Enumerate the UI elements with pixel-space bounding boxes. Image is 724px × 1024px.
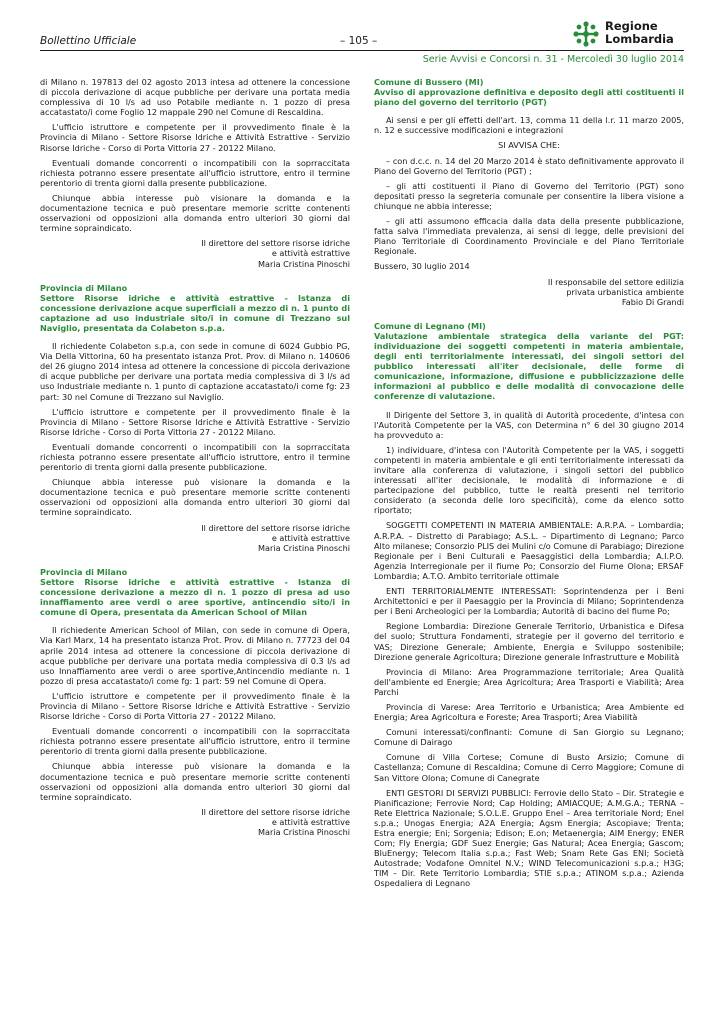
notice-label: SI AVVISA CHE: [498, 140, 560, 151]
paragraph: Chiunque abbia interesse può visionare la domanda e la documentazione tecnica e può presentare memorie scritte contenenti osservazioni od opposizioni alla domanda entro ulteriori 30 giorni dal termine sopraindicato. [40, 477, 350, 518]
section-title: Provincia di Milano [40, 566, 128, 577]
section-heading: Avviso di approvazione definitiva e deposito degli atti costituenti il piano del governo del territorio (PGT) [374, 87, 684, 108]
section-title: Comune di Bussero (MI) [374, 77, 484, 87]
section-title: Provincia di Milano [40, 282, 128, 293]
signature-name: Maria Cristina Pinoschi [257, 827, 350, 837]
signature-line: Il direttore del settore risorse idriche [201, 522, 350, 533]
paragraph: Ai sensi e per gli effetti dell'art. 13, comma 11 della l.r. 11 marzo 2005, n. 12 e successive modificazioni e integrazioni [374, 115, 684, 136]
paragraph: Regione Lombardia: Direzione Generale Territorio, Urbanistica e Difesa del suolo; Struttura Fondamenti, strategie per il governo del territorio e VAS; Direzione Generale; Ambiente, Energia e Sviluppo sostenibile; Direzione generale Agricoltura; Direzione generale Infrastrutture e Mobilità [374, 621, 684, 662]
paragraph: Chiunque abbia interesse può visionare la domanda e la documentazione tecnica e può presentare memorie scritte contenenti osservazioni od opposizioni alla domanda entro ulteriori 30 giorni dal termine sopraindicato. [40, 761, 350, 802]
left-column [40, 77, 350, 851]
paragraph: 1) individuare, d'intesa con l'Autorità Competente per la VAS, i soggetti competenti in materia ambientale e gli enti territorialmente interessati da invitare alla conferenza di valutazione, i singoli settori del pubblico interessati all'iter decisionale, le modalità di informazione e di partecipazione del pubblico, tutte le realtà presenti nel territorio considerato (a seconda delle loro specificità), come da elenco sotto riportato; [374, 444, 684, 516]
paragraph: Comuni interessati/confinanti: Comune di San Giorgio su Legnano; Comune di Dairago [374, 727, 684, 748]
paragraph: L'ufficio istruttore e competente per il provvedimento finale è la Provincia di Milano - Settore Risorse Idriche e Attività Estrattive - Servizio Risorse Idriche - Corso di Porta Vittoria 27 - 20122 Milano. [40, 406, 350, 437]
paragraph: Comune di Villa Cortese; Comune di Busto Arsizio; Comune di Castellanza; Comune di Rescaldina; Comune di Cerro Maggiore; Comune di San Vittore Olona; Comune di Canegrate [374, 752, 684, 783]
signature-name: Fabio Di Grandi [621, 296, 684, 307]
paragraph: Provincia di Milano: Area Programmazione territoriale; Area Qualità dell'ambiente ed Energie; Area Agricoltura; Area Trasporti e Viabilità; Area Parchi [374, 666, 684, 697]
paragraph: ENTI GESTORI DI SERVIZI PUBBLICI: Ferrovie dello Stato – Dir. Strategie e Pianificazione; Ferrovie Nord; Cap Holding; AMIACQUE; A.M.G.A.; TERNA – Rete Elettrica Nazionale; S.O.L.E. Gruppo Enel – Area territoriale Nord; Enel s.p.a.; Unogas Energia; A2A Energia; Agsm Energia; Ascopiave; Trenta; Estra energie; Eni; Sorgenia; Edison; E.on; Metaenergia; AIM Energy; ENER Com; Fly Energia; GDF Suez Energie; Gas Natural; Acea Energia; Gascom; BluEnergy; Telecom Italia s.p.a.; Fast Web; Snam Rete Gas ENI; Società Autostrade; Vodafone Omnitel N.V.; WIND Telecomunicazioni s.p.a.; H3G; TIM – Dir. Rete Territorio Lombardia; STIE s.p.a.; ATINOM s.p.a.; Azienda Ospedaliera di Legnano [374, 787, 684, 889]
signature-line: Il direttore del settore risorse idriche [201, 806, 350, 817]
place-date: Bussero, 30 luglio 2014 [374, 261, 470, 272]
section-heading: Valutazione ambientale strategica della variante del PGT: individuazione dei soggetti competenti in materia ambientale, degli enti territorialmente interessati, dei singoli settori del pubblico interessati all'iter decisionale, delle forme di comunicazione, informazione, diffusione e pubblicizzazione delle informazioni al pubblico e delle modalità di convocazione delle conferenze di valutazione. [374, 330, 684, 402]
signature-block [40, 523, 350, 553]
signature-line: Il direttore del settore risorse idriche [201, 238, 350, 249]
paragraph: Provincia di Varese: Area Territorio e Urbanistica; Area Ambiente ed Energia; Area Agricoltura e Foreste; Area Trasporti; Area Viabilità [374, 701, 684, 723]
paragraph: di Milano n. 197813 del 02 agosto 2013 intesa ad ottenere la concessione di piccola derivazione di acque pubbliche per derivare una portata media complessiva di 10 l/s ad uso Potabile mediante n. 1 pozzo di presa accatastato/i come Foglio 12 mappale 290 nel Comune di Rescaldina. [40, 77, 350, 118]
signature-name: Maria Cristina Pinoschi [257, 542, 350, 553]
page-header [0, 0, 724, 70]
series-line: Serie Avvisi e Concorsi n. 31 - Mercoledì 30 luglio 2014 [422, 54, 684, 65]
paragraph: – con d.c.c. n. 14 del 20 Marzo 2014 è stato definitivamente approvato il Piano del Governo del Territorio (PGT) ; [374, 155, 684, 176]
regione-lombardia-logo [572, 20, 684, 48]
paragraph: Il richiedente American School of Milan, con sede in comune di Opera, Via Karl Marx, 14 ha presentato istanza Prot. Prov. di Milano n. 77723 del 04 aprile 2014 intesa ad ottenere la concessione di piccola derivazione di acque pubbliche per derivare una portata media complessiva di 0.3 l/s ad uso Innaffiamento aree verdi o aree sportive,Antincendio mediante n. 1 pozzo di presa accatastato/i come fg: 1 part: 59 nel Comune di Opera. [40, 625, 350, 686]
paragraph: Eventuali domande concorrenti o incompatibili con la soprraccitata richiesta potranno essere presentate all'ufficio istruttore, entro il termine perentorio di trenta giorni dalla presente pubblicazione. [40, 726, 350, 757]
page-number: – 105 – [340, 35, 378, 47]
logo-line-regione: Regione [605, 19, 658, 33]
logo-line-lombardia: Lombardia [605, 32, 674, 46]
paragraph: L'ufficio istruttore e competente per il provvedimento finale è la Provincia di Milano - Settore Risorse Idriche e Attività Estrattive - Servizio Risorse Idriche - Corso di Porta Vittoria 27 - 20122 Milano. [40, 690, 350, 722]
signature-block [374, 277, 684, 307]
signature-line: e attività estrattive [271, 248, 350, 259]
signature-line: e attività estrattive [271, 532, 350, 543]
paragraph: Chiunque abbia interesse può visionare la domanda e la documentazione tecnica e può presentare memorie scritte contenenti osservazioni od opposizioni alla domanda entro ulteriori 30 giorni dal termine sopraindicato. [40, 192, 350, 234]
signature-block [40, 238, 350, 268]
signature-line: e attività estrattive [271, 816, 350, 827]
publication-name: Bollettino Ufficiale [40, 35, 137, 47]
paragraph: Eventuali domande concorrenti o incompatibili con la soprraccitata richiesta potranno essere presentate all'ufficio istruttore, entro il termine perentorio di trenta giorni dalla presente pubblicazione. [40, 157, 350, 188]
section-title: Comune di Legnano (MI) [374, 320, 486, 331]
logo-wordmark [605, 20, 674, 46]
paragraph: SOGGETTI COMPETENTI IN MATERIA AMBIENTALE: A.R.P.A. – Lombardia; A.R.P.A. – Distretto di Parabiago; A.S.L. – Dipartimento di Legnano; Parco Alto milanese; Consorzio PLIS dei Mulini c/o Comune di Parabiago; Direzione Regionale per i Beni Culturali e Paesaggistici della Lombardia; A.I.P.O. Agenzia Interregionale per il fiume Po; Consorzio del Fiume Olona; ERSAF Lombardia; A.T.O. Ambito territoriale ottimale [374, 520, 684, 581]
signature-name: Maria Cristina Pinoschi [257, 258, 350, 269]
paragraph: Eventuali domande concorrenti o incompatibili con la soprraccitata richiesta potranno essere presentate all'ufficio istruttore, entro il termine perentorio di trenta giorni dalla presente pubblicazione. [40, 441, 350, 473]
paragraph: L'ufficio istruttore e competente per il provvedimento finale è la Provincia di Milano - Settore Risorse Idriche e Attività Estrattive - Servizio Risorse Idriche - Corso di Porta Vittoria 27 - 20122 Milano. [40, 122, 350, 153]
paragraph: Il richiedente Colabeton s.p.a, con sede in comune di 6024 Gubbio PG, Via Della Vittorina, 60 ha presentato istanza Prot. Prov. di Milano n. 140606 del 26 giugno 2014 intesa ad ottenere la concessione di piccola derivazione di acque pubbliche per derivare una portata media complessiva di 3 l/s ad uso Industriale mediante n. 1 punto di captazione accatastato/i come fg: 23 part: 30 nel Comune di Trezzano sul Naviglio. [40, 341, 350, 402]
section-heading: Settore Risorse idriche e attività estrattive - Istanza di concessione derivazione a mezzo di n. 1 pozzo di presa ad uso innaffiamento aree verdi o aree sportive, antincendio sito/i in comune di Opera, presentata da American School of Milan [40, 576, 350, 618]
section-heading: Settore Risorse idriche e attività estrattive - Istanza di concessione derivazione acque superficiali a mezzo di n. 1 punto di captazione ad uso industriale sito/i in comune di Trezzano sul Naviglio, presentata da Colabeton s.p.a. [40, 292, 350, 333]
paragraph: – gli atti costituenti il Piano di Governo del Territorio (PGT) sono depositati presso la segreteria comunale per consentire la libera visione a chiunque ne abbia interesse; [374, 180, 684, 211]
rosa-camuna-icon [572, 20, 600, 48]
right-column [374, 77, 684, 894]
signature-block [40, 807, 350, 837]
signature-line: privata urbanistica ambiente [566, 286, 684, 297]
signature-line: Il responsabile del settore edilizia [547, 276, 684, 287]
paragraph: – gli atti assumono efficacia dalla data della presente pubblicazione, fatta salva l'immediata prevalenza, ai sensi di legge, delle previsioni del Piano Territoriale di Coordinamento Provinciale e del Piano Territoriale Regionale. [374, 216, 684, 257]
paragraph: Il Dirigente del Settore 3, in qualità di Autorità procedente, d'intesa con l'Autorità Competente per la VAS, con Determina n° 6 del 30 giugno 2014 ha provveduto a: [374, 409, 684, 440]
header-rule [40, 50, 684, 51]
paragraph: ENTI TERRITORIALMENTE INTERESSATI: Soprintendenza per i Beni Architettonici e per il Paesaggio per la Provincia di Milano; Soprintendenza per i Beni Archeologici per la Lombardia; Autorità di bacino del fiume Po; [374, 586, 684, 617]
